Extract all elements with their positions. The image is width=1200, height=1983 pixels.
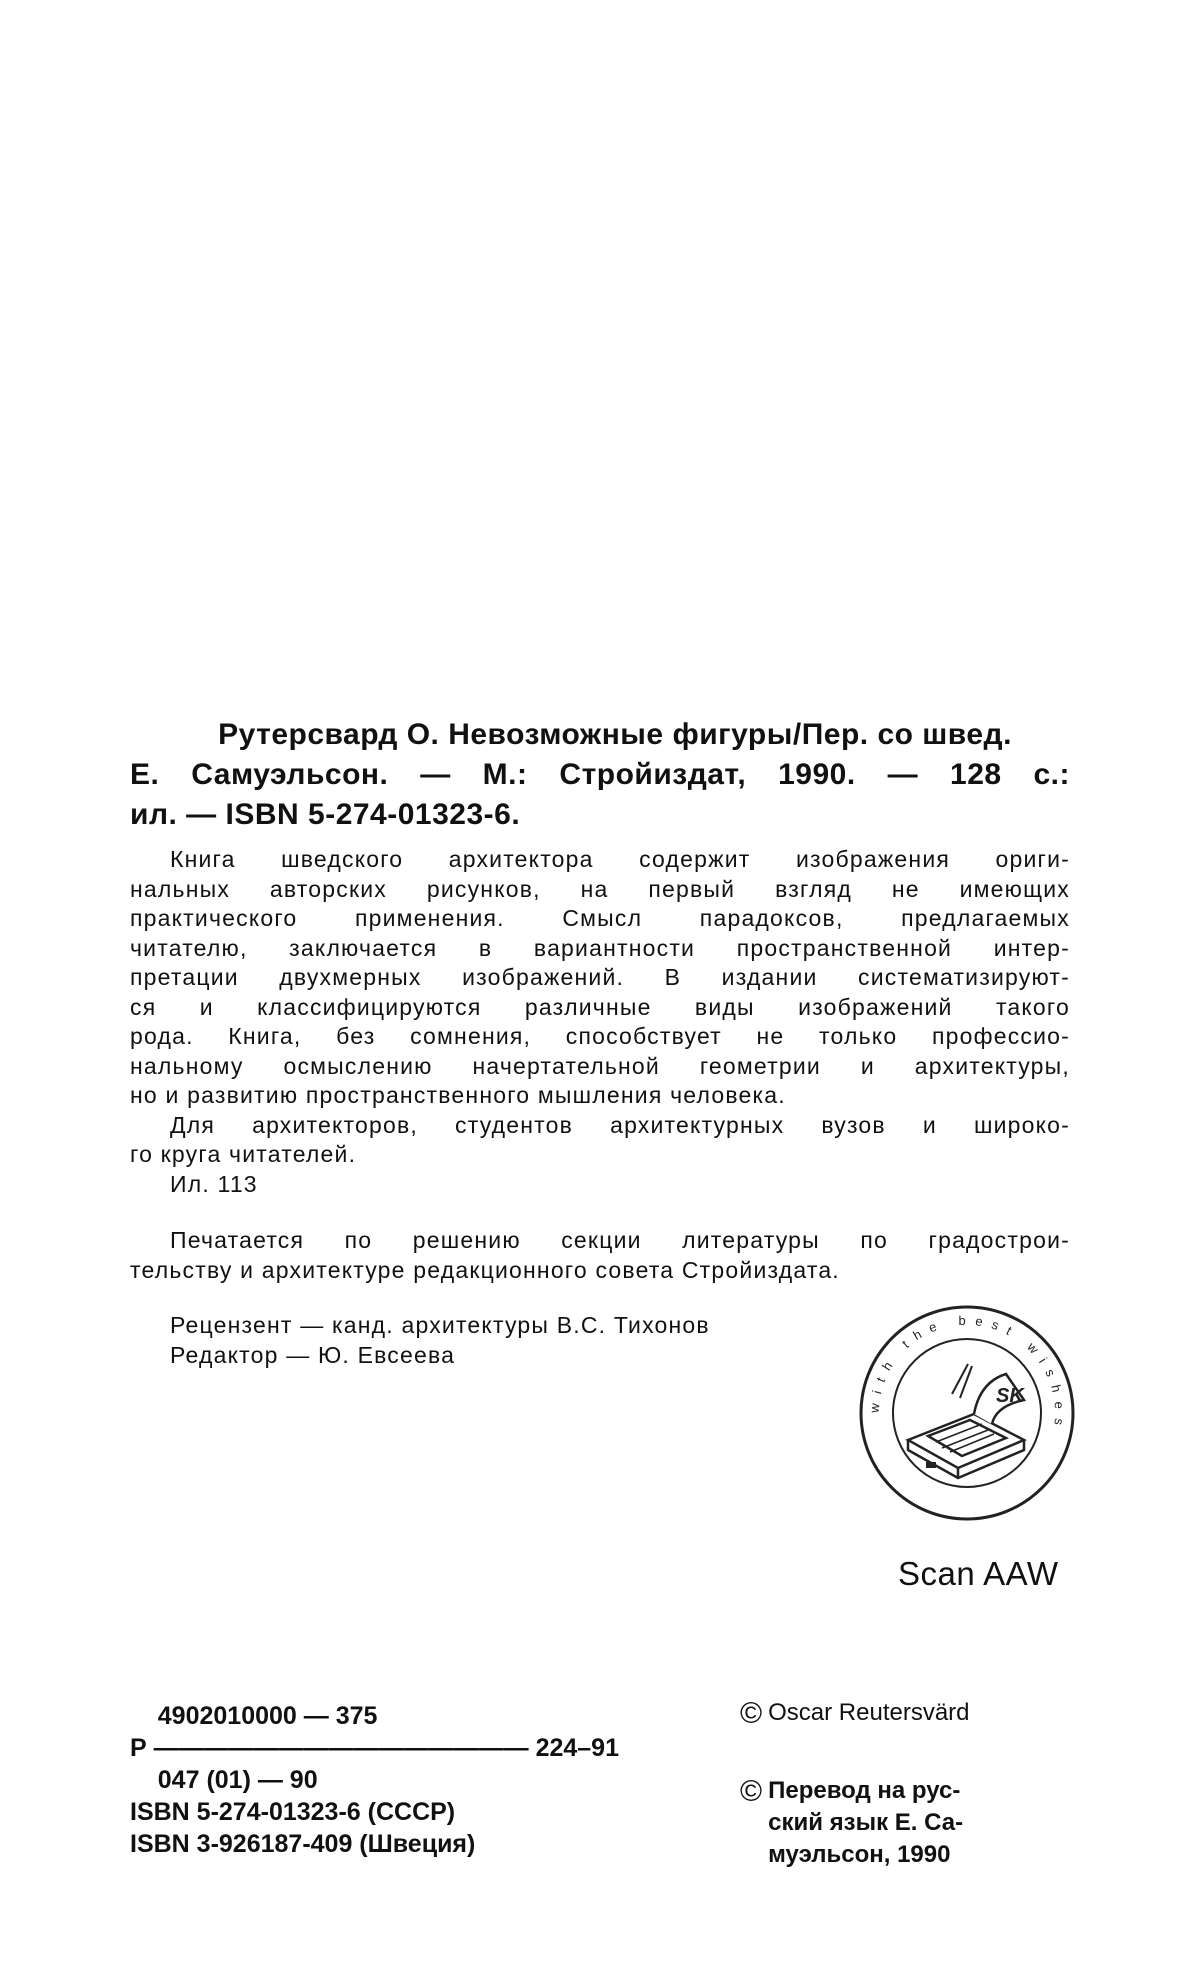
bibliographic-entry — [130, 715, 1070, 835]
annotation-line: нальному осмыслению начертательной геометрии и архитектуры, — [130, 1052, 1070, 1082]
stamp-center-label: SK — [996, 1385, 1025, 1407]
annotation-line: рода. Книга, без сомнения, способствует не только профессио- — [130, 1022, 1070, 1052]
catalog-code-line: 4902010000 — 375 — [130, 1700, 630, 1732]
illustrations-count: Ил. 113 — [130, 1170, 1070, 1200]
scanner-icon — [908, 1364, 1024, 1478]
printing-note-line: Печатается по решению секции литературы по градострои- — [130, 1225, 1070, 1255]
biblio-line-1: Рутерсвард О. Невозможные фигуры/Пер. со швед. — [130, 715, 1070, 755]
isbn-ussr: ISBN 5-274-01323-6 (СССР) — [130, 1796, 630, 1828]
stamp-ring-text: with the best wishes — [866, 1313, 1067, 1435]
annotation-line: ся и классифицируются различные виды изображений такого — [130, 993, 1070, 1023]
catalog-code-line: Р ——————————————— 224–91 — [130, 1732, 630, 1764]
copyright-holder: Oscar Reutersvärd — [768, 1699, 969, 1726]
annotation-line: практического применения. Смысл парадоксов, предлагаемых — [130, 904, 1070, 934]
annotation-line: но и развитию пространственного мышления человека. — [130, 1081, 1070, 1111]
printing-note-line: тельству и архитектуре редакционного совета Стройиздата. — [130, 1255, 1070, 1285]
catalog-codes — [130, 1700, 630, 1860]
annotation-line: Книга шведского архитектора содержит изображения ориги- — [130, 845, 1070, 875]
audience-line: Для архитекторов, студентов архитектурных вузов и широко- — [130, 1111, 1070, 1141]
reviewer-credit: Рецензент — канд. архитектуры В.С. Тихонов — [170, 1310, 870, 1340]
biblio-line-3: ил. — ISBN 5-274-01323-6. — [130, 795, 1070, 835]
copyright-original — [740, 1697, 970, 1731]
audience-line: го круга читателей. — [130, 1140, 1070, 1170]
printing-note — [130, 1225, 1070, 1285]
copyright-translation — [740, 1775, 1040, 1871]
annotation-line: нальных авторских рисунков, на первый взгляд не имеющих — [130, 875, 1070, 905]
translation-line: муэльсон, 1990 — [768, 1839, 963, 1871]
isbn-sweden: ISBN 3-926187-409 (Швеция) — [130, 1828, 630, 1860]
staff-credits — [170, 1310, 870, 1370]
annotation — [130, 845, 1070, 1199]
catalog-code-line: 047 (01) — 90 — [130, 1764, 630, 1796]
scan-credit: Scan AAW — [898, 1555, 1059, 1593]
translation-line: Перевод на рус- — [768, 1775, 963, 1807]
copyright-icon: © — [740, 1775, 762, 1808]
annotation-line: претации двухмерных изображений. В издании систематизируют- — [130, 963, 1070, 993]
editor-credit: Редактор — Ю. Евсеева — [170, 1340, 870, 1370]
biblio-line-2: Е. Самуэльсон. — М.: Стройиздат, 1990. — 128 с.: — [130, 755, 1070, 795]
copyright-icon: © — [740, 1697, 762, 1730]
translation-line: ский язык Е. Са- — [768, 1807, 963, 1839]
library-stamp — [856, 1302, 1078, 1524]
annotation-line: читателю, заключается в вариантности пространственной интер- — [130, 934, 1070, 964]
